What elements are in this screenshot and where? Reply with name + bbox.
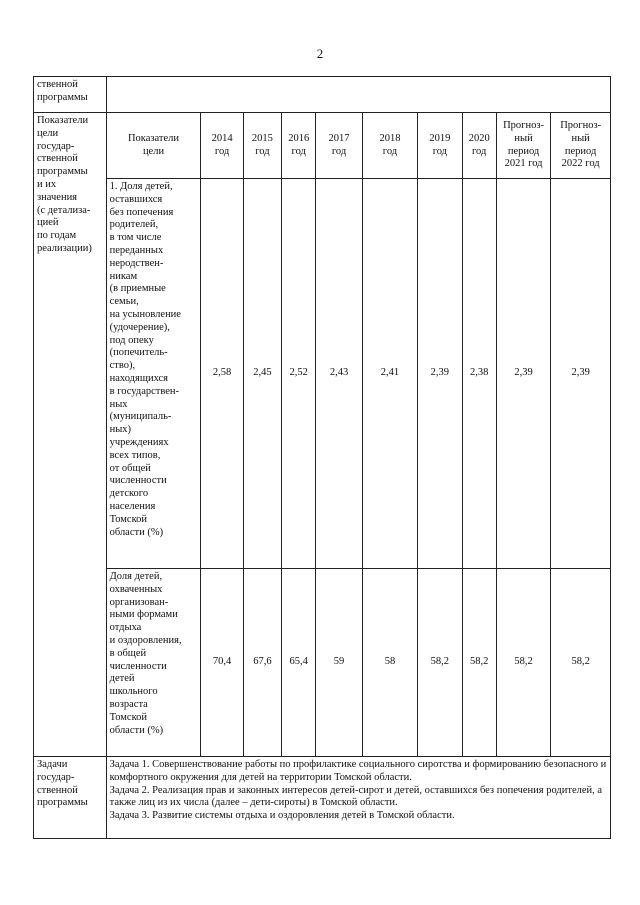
indicator-1-value-2022: 2,39 — [551, 179, 611, 569]
task-item-2: Задача 2. Реализация прав и законных интересов детей-сирот и детей, оставшихся без попечения родителей, а также лиц из их числа (далее – дети-сироты) в Томской области. — [109, 784, 603, 809]
indicator-1-value-2020: 2,38 — [462, 179, 496, 569]
indicator-1-value-2014: 2,58 — [201, 179, 243, 569]
header-year-2017: 2017 год — [316, 113, 362, 179]
indicator-2-value-2014: 70,4 — [201, 569, 243, 757]
indicators-row-label: Показатели цели государ- ственной программы и их значения (с детализа- цией по годам реализации) — [34, 113, 107, 757]
header-year-2019: 2019 год — [418, 113, 462, 179]
indicator-2-value-2015: 67,6 — [243, 569, 281, 757]
indicator-2-value-2019: 58,2 — [418, 569, 462, 757]
header-year-2015: 2015 год — [243, 113, 281, 179]
tasks-list — [106, 757, 610, 839]
tasks-row — [34, 757, 611, 839]
indicator-name-1: 1. Доля детей, оставшихся без попечения родителей, в том числе переданных неродствен- никам (в приемные семьи, на усыновление (удочерение), под опеку (попечитель- ство), находящихся в государствен- ных (муниципаль- ных) учреждениях всех типов, от общей численности детского населения Томской области (%) — [106, 179, 201, 569]
program-tail-row — [34, 77, 611, 113]
indicator-1-value-2016: 2,52 — [282, 179, 316, 569]
task-item-1: Задача 1. Совершенствование работы по профилактике социального сиротства и формированию безопасного и комфортного окружения для детей на территории Томской области. — [109, 759, 607, 783]
header-year-2021: Прогноз- ный период 2021 год — [496, 113, 550, 179]
indicator-1-value-2017: 2,43 — [316, 179, 362, 569]
header-year-2016: 2016 год — [282, 113, 316, 179]
tasks-label: Задачи государ- ственной программы — [34, 757, 107, 839]
program-tail-value — [106, 77, 610, 113]
indicator-2-value-2021: 58,2 — [496, 569, 550, 757]
indicator-name-2: Доля детей, охваченных организован- ными формами отдыха и оздоровления, в общей численности детей школьного возраста Томской области (%) — [106, 569, 201, 757]
indicators-header-row — [34, 113, 611, 179]
indicator-2-value-2022: 58,2 — [551, 569, 611, 757]
indicator-2-value-2018: 58 — [362, 569, 417, 757]
header-year-2022: Прогноз- ный период 2022 год — [551, 113, 611, 179]
page-number: 2 — [316, 46, 324, 61]
header-indicator: Показатели цели — [106, 113, 201, 179]
indicator-1-value-2018: 2,41 — [362, 179, 417, 569]
indicator-1-value-2019: 2,39 — [418, 179, 462, 569]
indicator-2-value-2020: 58,2 — [462, 569, 496, 757]
indicator-1-value-2015: 2,45 — [243, 179, 281, 569]
indicator-row-1 — [34, 179, 611, 569]
task-item-3: Задача 3. Развитие системы отдыха и оздоровления детей в Томской области. — [109, 810, 455, 822]
program-tail-label: ственной программы — [34, 77, 107, 113]
indicator-2-value-2017: 59 — [316, 569, 362, 757]
header-year-2018: 2018 год — [362, 113, 417, 179]
indicator-1-value-2021: 2,39 — [496, 179, 550, 569]
header-year-2020: 2020 год — [462, 113, 496, 179]
program-passport-table — [33, 76, 611, 839]
header-year-2014: 2014 год — [201, 113, 243, 179]
indicator-row-2 — [34, 569, 611, 757]
indicator-2-value-2016: 65,4 — [282, 569, 316, 757]
